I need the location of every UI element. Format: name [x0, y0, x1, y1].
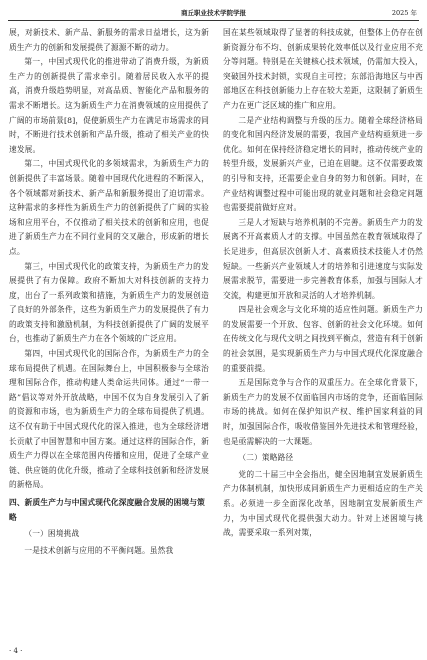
paragraph: 二是产业结构调整与升级的压力。随着全球经济格局的变化和国内经济发展的需要，我国产业结构亟须进一步优化。如何在保持经济稳定增长的同时，推动传统产业的转型升级，发展新兴产业，已迫在眉睫。这不仅需要政策的引导和支持，还需要企业自身的努力和创新。同时，在产业结构调整过程中可能出现的就业问题和社会稳定问题也需要提前做好应对。	[223, 115, 423, 213]
paragraph: 第四，中国式现代化的国际合作，为新质生产力的全球布局提供了机遇。在国际舞台上，中国积极参与全球治理和国际合作，推动构建人类命运共同体。通过“一带一路”倡议等对外开放战略，中国不仅为自身发展引入了新的资源和市场，也为新质生产力的全球布局提供了机遇。这不仅有助于中国式现代化的深入推进，也为全球经济增长贡献了中国智慧和中国方案。通过这样的国际合作，新质生产力得以在全球范围内传播和应用，促进了全球产业链、供应链的优化升级，推动了全球科技创新和经济发展的新格局。	[9, 349, 209, 490]
paragraph: 一是技术创新与应用的不平衡问题。虽然我	[24, 545, 174, 555]
paragraph-continued: 展，对新技术、新产品、新服务的需求日益增长，这为新质生产力的创新和发展提供了源源不断的动力。	[9, 28, 209, 52]
subsection-heading: （一）困境挑战	[24, 529, 80, 539]
paragraph: 第二，中国式现代化的多领域需求，为新质生产力的创新提供了丰富场景。随着中国现代化进程的不断深入，各个领域都对新技术、新产品和新服务提出了迫切需求。这种需求的多样性为新质生产力的创新提供了广阔的实验场和应用平台，不仅推动了相关技术的创新和应用，也促进了新质生产力在不同行业间的交叉融合，形成新的增长点。	[9, 159, 209, 256]
page-number: · 4 ·	[9, 647, 23, 655]
paragraph: 四是社会观念与文化环境的适应性问题。新质生产力的发展需要一个开放、包容、创新的社会文化环境。如何在传统文化与现代文明之间找到平衡点，营造有利于创新的社会氛围，是实现新质生产力与中国式现代化深度融合的重要前提。	[223, 305, 423, 373]
journal-title: 商丘职业技术学院学报	[181, 9, 246, 17]
paragraph: 三是人才短缺与培养机制的不完善。新质生产力的发展离不开高素质人才的支撑。中国虽然在教育领域取得了长足进步，但高层次创新人才、高素质技术技能人才仍然短缺。一些新兴产业领域人才的培养和引进速度与实际发展需求脱节，需要进一步完善教育体系，加强与国际人才交流，构建更加开放和灵活的人才培养机制。	[223, 217, 423, 300]
subsection-heading: （二）策略路径	[238, 453, 294, 463]
paragraph: 党的二十届三中全会指出，健全因地制宜发展新质生产力体制机制，加快形成同新质生产力更相适应的生产关系。必须进一步全面深化改革，因地制宜发展新质生产力，为中国式现代化提供强大动力。针对上述困境与挑战，需要采取一系列对策，	[223, 469, 423, 538]
paragraph: 第三，中国式现代化的政策支持，为新质生产力的发展提供了有力保障。政府不断加大对科技创新的支持力度，出台了一系列政策和措施，为新质生产力的发展创造了良好的外部条件，这些为新质生产力的发展提供了有力的政策支持和激励机制，为科技创新提供了广阔的发展平台，也推动了新质生产力在各个领域的广泛应用。	[9, 261, 209, 344]
paragraph-continued: 国在某些领域取得了显著的科技成就，但整体上仍存在创新资源分布不均、创新成果转化效率低以及行业应用不充分等问题。特别是在关键核心技术领域，仍需加大投入，突破国外技术封锁，实现自主可控；东部沿海地区与中西部地区在科技创新能力上存在较大差距，这限制了新质生产力在更广泛区域的推广和应用。	[223, 28, 423, 110]
section-heading: 四、新质生产力与中国式现代化深度融合发展的困境与策略	[9, 498, 205, 522]
paragraph: 第一，中国式现代化的推进带动了消费升级，为新质生产力的创新提供了需求牵引。随着居民收入水平的提高，消费升级趋势明显，对高品质、智能化产品和服务的需求不断增长。这为新质生产力在消费领域的应用提供了广阔的市场前景[8]，促使新质生产力在满足市场需求的同时，不断进行技术创新和产品升级，推动了相关产业的快速发展。	[9, 57, 209, 154]
left-column	[9, 26, 209, 636]
running-header	[8, 6, 419, 21]
paragraph: 五是国际竞争与合作的双重压力。在全球化背景下，新质生产力的发展不仅面临国内市场的竞争，还面临国际市场的挑战。如何在保护知识产权、维护国家利益的同时，加强国际合作，吸收借鉴国外先进技术和管理经验，也是亟需解决的一大课题。	[223, 378, 423, 446]
journal-year: 2025 年	[391, 9, 417, 17]
right-column	[223, 26, 423, 636]
